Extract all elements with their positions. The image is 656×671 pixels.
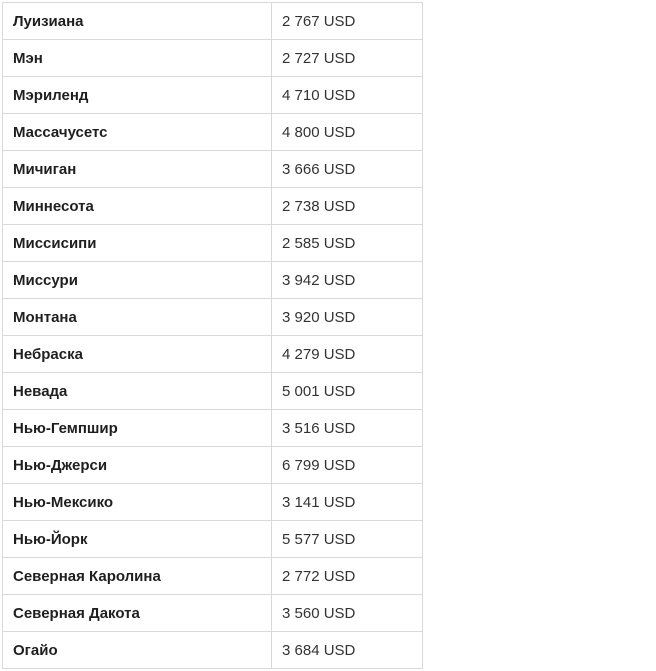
table-row [3, 262, 423, 299]
table-row [3, 521, 423, 558]
value-cell: 2 585 USD [272, 225, 423, 262]
table-body [3, 3, 423, 669]
state-name-cell: Миссисипи [3, 225, 272, 262]
value-cell: 4 710 USD [272, 77, 423, 114]
state-name-cell: Мэн [3, 40, 272, 77]
state-name-cell: Огайо [3, 632, 272, 669]
state-name-cell: Нью-Мексико [3, 484, 272, 521]
table-row [3, 410, 423, 447]
table-row [3, 595, 423, 632]
state-name-cell: Миннесота [3, 188, 272, 225]
value-cell: 3 666 USD [272, 151, 423, 188]
table-row [3, 151, 423, 188]
state-name-cell: Мичиган [3, 151, 272, 188]
table-row [3, 299, 423, 336]
value-cell: 4 800 USD [272, 114, 423, 151]
value-cell: 2 727 USD [272, 40, 423, 77]
value-cell: 3 560 USD [272, 595, 423, 632]
value-cell: 4 279 USD [272, 336, 423, 373]
value-cell: 2 767 USD [272, 3, 423, 40]
state-cost-table [2, 2, 423, 669]
state-name-cell: Невада [3, 373, 272, 410]
value-cell: 3 516 USD [272, 410, 423, 447]
value-cell: 2 772 USD [272, 558, 423, 595]
table-row [3, 114, 423, 151]
table-row [3, 447, 423, 484]
table-row [3, 3, 423, 40]
state-name-cell: Нью-Гемпшир [3, 410, 272, 447]
state-name-cell: Массачусетс [3, 114, 272, 151]
state-name-cell: Небраска [3, 336, 272, 373]
table-row [3, 336, 423, 373]
value-cell: 2 738 USD [272, 188, 423, 225]
value-cell: 3 141 USD [272, 484, 423, 521]
state-table-container [2, 2, 422, 669]
value-cell: 3 942 USD [272, 262, 423, 299]
value-cell: 3 684 USD [272, 632, 423, 669]
table-row [3, 40, 423, 77]
state-name-cell: Луизиана [3, 3, 272, 40]
table-row [3, 225, 423, 262]
state-name-cell: Мэриленд [3, 77, 272, 114]
table-row [3, 77, 423, 114]
state-name-cell: Северная Дакота [3, 595, 272, 632]
table-row [3, 632, 423, 669]
value-cell: 5 001 USD [272, 373, 423, 410]
table-row [3, 373, 423, 410]
table-row [3, 558, 423, 595]
value-cell: 5 577 USD [272, 521, 423, 558]
state-name-cell: Нью-Йорк [3, 521, 272, 558]
state-name-cell: Северная Каролина [3, 558, 272, 595]
table-row [3, 484, 423, 521]
state-name-cell: Миссури [3, 262, 272, 299]
value-cell: 3 920 USD [272, 299, 423, 336]
state-name-cell: Нью-Джерси [3, 447, 272, 484]
value-cell: 6 799 USD [272, 447, 423, 484]
table-row [3, 188, 423, 225]
state-name-cell: Монтана [3, 299, 272, 336]
